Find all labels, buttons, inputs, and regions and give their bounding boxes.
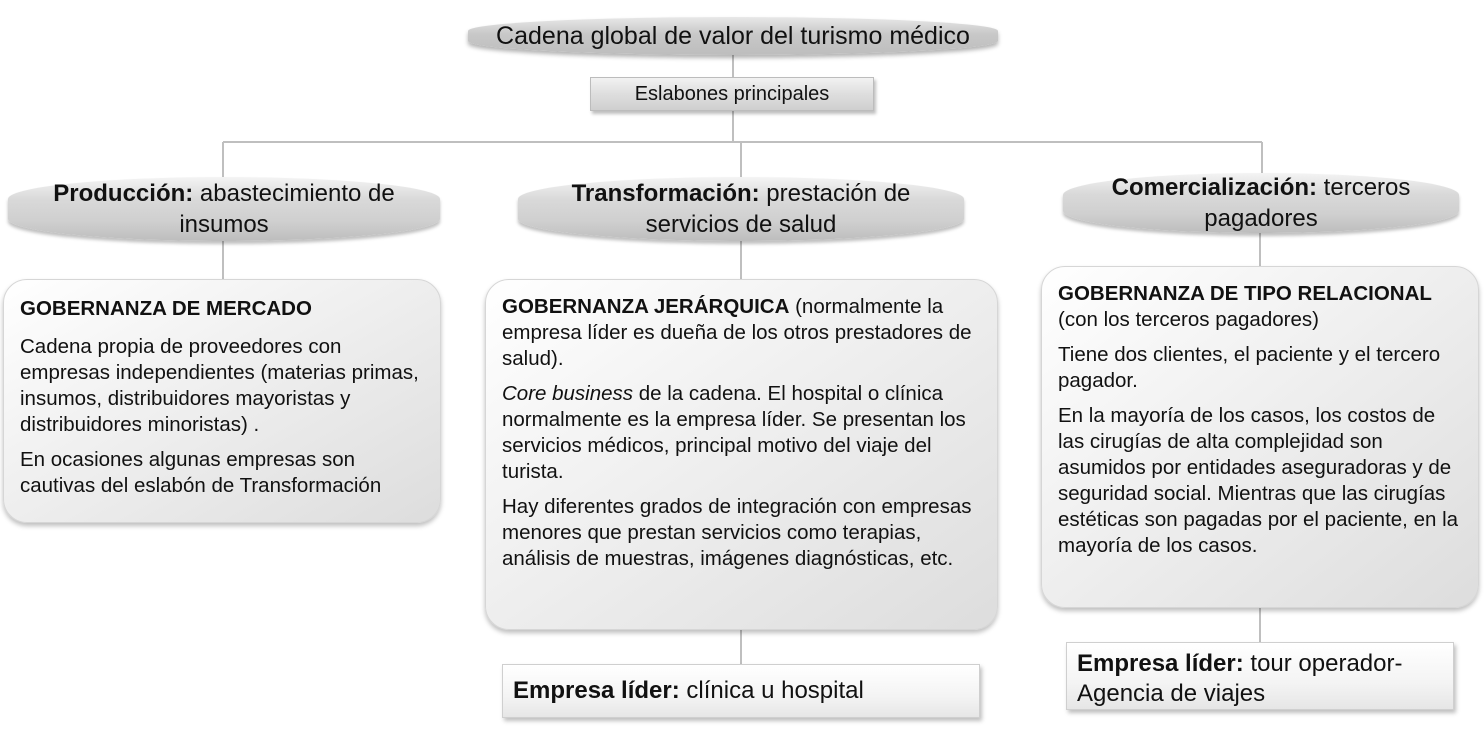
card-paragraph: Cadena propia de proveedores con empresas independientes (materias primas, insumos, distribuidores mayoristas y distribuidores minoristas) . bbox=[20, 335, 419, 436]
stage-header-transformation bbox=[518, 177, 964, 241]
card-paragraph: En la mayoría de los casos, los costos de las cirugías de alta complejidad son asumidos por entidades aseguradoras y de seguridad social. Mientras que las cirugías estéticas son pagadas por el paciente, en la mayoría de los casos. bbox=[1058, 404, 1459, 557]
governance-title: GOBERNANZA DE MERCADO bbox=[20, 297, 312, 320]
card-paragraph: de la cadena. El hospital o clínica normalmente es la empresa líder. Se presentan los servicios médicos, principal motivo del viaje del turista. bbox=[502, 382, 966, 483]
governance-text: (con los terceros pagadores) bbox=[1058, 308, 1319, 331]
lead-label: Empresa líder: bbox=[513, 677, 680, 704]
stage-header-production bbox=[8, 177, 440, 241]
governance-card-hierarchical bbox=[485, 279, 998, 630]
lead-text: clínica u hospital bbox=[679, 677, 864, 704]
diagram-title: Cadena global de valor del turismo médico bbox=[468, 17, 998, 55]
stage-header-text: abastecimiento de insumos bbox=[179, 180, 395, 238]
core-business-term: Core business bbox=[502, 382, 634, 405]
lead-label: Empresa líder: bbox=[1077, 650, 1244, 677]
card-paragraph: En ocasiones algunas empresas son cautivas del eslabón de Transformación bbox=[20, 448, 382, 497]
stage-header-label: Transformación: bbox=[571, 180, 760, 207]
card-paragraph: Tiene dos clientes, el paciente y el tercero pagador. bbox=[1058, 343, 1441, 392]
stage-header-commercialization bbox=[1063, 173, 1459, 233]
lead-text: tour operador-Agencia de viajes bbox=[1077, 650, 1403, 707]
card-paragraph: Hay diferentes grados de integración con empresas menores que prestan servicios como terapias, análisis de muestras, imágenes diagnósticas, etc. bbox=[502, 495, 972, 570]
governance-title: GOBERNANZA DE TIPO RELACIONAL bbox=[1058, 282, 1432, 305]
stage-header-text: terceros pagadores bbox=[1204, 174, 1411, 232]
governance-card-market bbox=[3, 279, 441, 523]
subtitle-box: Eslabones principales bbox=[590, 77, 874, 111]
stage-header-text: prestación de servicios de salud bbox=[645, 180, 911, 238]
lead-company-box-commercialization bbox=[1066, 642, 1454, 710]
governance-text: (normalmente la empresa líder es dueña de los otros prestadores de salud). bbox=[502, 295, 972, 370]
stage-header-label: Comercialización: bbox=[1111, 174, 1318, 201]
stage-header-label: Producción: bbox=[53, 180, 194, 207]
governance-title: GOBERNANZA JERÁRQUICA bbox=[502, 295, 790, 318]
lead-company-box-transformation bbox=[502, 664, 980, 718]
governance-card-relational bbox=[1041, 266, 1479, 608]
